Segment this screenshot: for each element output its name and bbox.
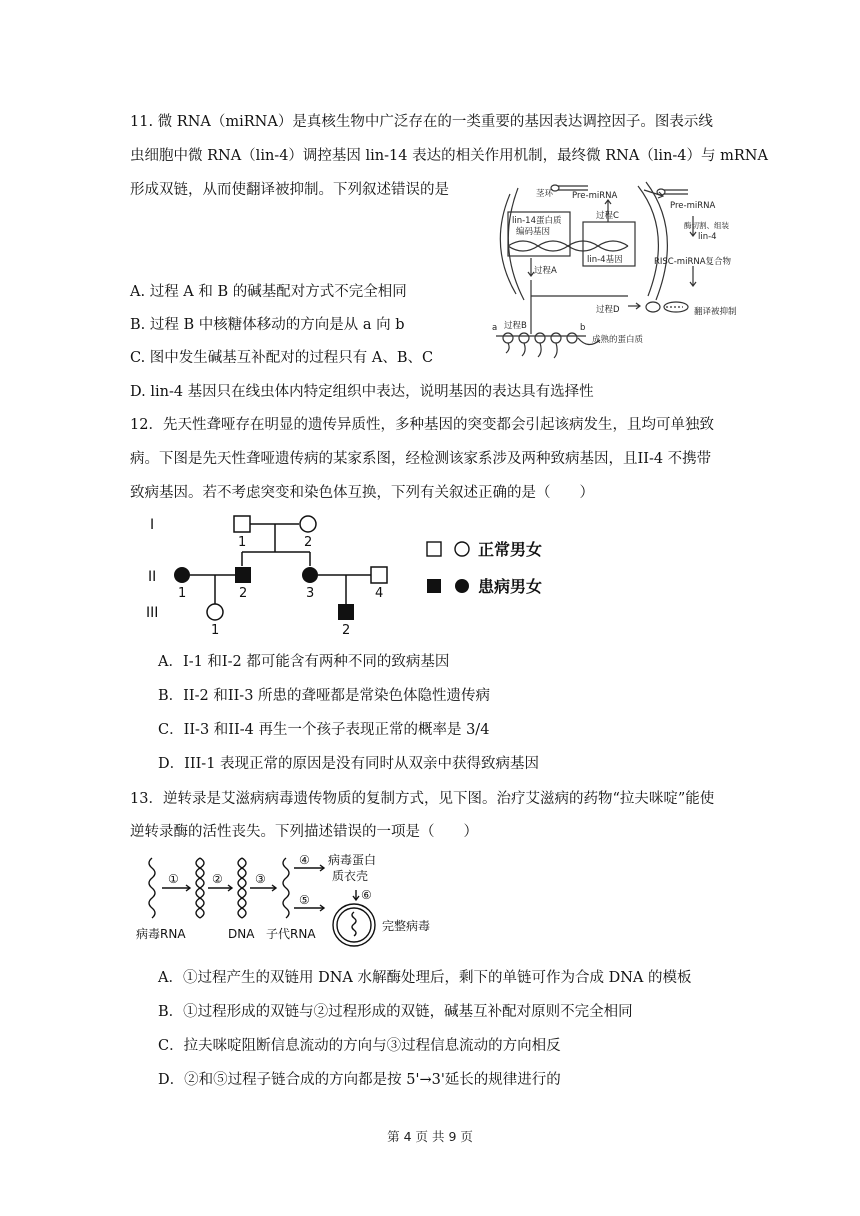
q13-option-b: B．①过程形成的双链与②过程形成的双链，碱基互补配对原则不完全相同 [158, 1004, 633, 1020]
q12-option-d: D．III-1 表现正常的原因是没有同时从双亲中获得致病基因 [158, 756, 540, 772]
pedigree-gen-iii: III [146, 605, 159, 621]
rt-dna-label: DNA [228, 927, 255, 941]
pedigree-ii2-label: 2 [239, 586, 248, 601]
fig-label-a: a [492, 323, 498, 333]
q11-option-b: B. 过程 B 中核糖体移动的方向是从 a 向 b [130, 317, 405, 333]
q13-stem-line2: 逆转录酶的活性丧失。下列描述错误的一项是（ ） [130, 824, 478, 840]
pedigree-iii1-label: 1 [211, 623, 220, 638]
pedigree-ii3-label: 3 [306, 586, 315, 601]
fig-process-c-label: 过程C [596, 211, 619, 221]
q11-stem-line3: 形成双链，从而使翻译被抑制。下列叙述错误的是 [130, 182, 449, 198]
q11-stem-line2: 虫细胞中微 RNA（lin-4）调控基因 lin-14 表达的相关作用机制，最终微 RNA（lin-4）与 mRNA [130, 148, 768, 164]
rt-complete-virus-label: 完整病毒 [382, 919, 431, 933]
legend-affected-label: 患病男女 [478, 577, 543, 596]
pedigree-i2-label: 2 [304, 535, 313, 550]
fig-lin4-label: lin-4 [698, 232, 717, 242]
q12-option-a: A．I-1 和I-2 都可能含有两种不同的致病基因 [158, 654, 450, 670]
fig-process-b-label: 过程B [504, 321, 527, 331]
rt-progeny-rna-label: 子代RNA [266, 927, 316, 941]
q12-option-b: B．II-2 和II-3 所患的聋哑都是常染色体隐性遗传病 [158, 688, 491, 704]
legend-normal-label: 正常男女 [478, 540, 543, 559]
fig-process-d-label: 过程D [596, 305, 620, 315]
rt-capsid-label1: 病毒蛋白 [328, 853, 377, 867]
pedigree-ii4-label: 4 [375, 586, 384, 601]
reverse-transcription-figure [130, 850, 450, 950]
q13-option-d: D．②和⑤过程子链合成的方向都是按 5'→3'延长的规律进行的 [158, 1072, 561, 1088]
q13-option-a: A．①过程产生的双链用 DNA 水解酶处理后，剩下的单链可作为合成 DNA 的模板 [158, 970, 692, 986]
fig-lin4-gene-label: lin-4基因 [587, 255, 623, 265]
pedigree-gen-i: I [150, 517, 155, 533]
page-footer: 第 4 页 共 9 页 [387, 1129, 473, 1144]
q12-stem-line2: 病。下图是先天性聋哑遗传病的某家系图，经检测该家系涉及两种致病基因，且II-4 不携带 [130, 451, 712, 467]
fig-lin14-gene-label2: 编码基因 [516, 227, 551, 237]
pedigree-gen-ii: II [148, 569, 157, 585]
rt-step4-label: ④ [299, 853, 310, 867]
fig-pre-mirna2-label: Pre-miRNA [670, 201, 716, 211]
pedigree-i1-label: 1 [238, 535, 247, 550]
fig-enzyme-label: 酶切割、组装 [684, 221, 729, 230]
pedigree-ii1-label: 1 [178, 586, 187, 601]
q13-stem-line1: 13．逆转录是艾滋病病毒遗传物质的复制方式，见下图。治疗艾滋病的药物“拉夫咪啶”能使 [130, 791, 715, 807]
q12-stem-line1: 12．先天性聋哑存在明显的遗传异质性，多种基因的突变都会引起该病发生，且均可单独致 [130, 417, 714, 433]
fig-stem-loop-label: 茎环 [536, 189, 554, 199]
fig-risc-label: RISC-miRNA复合物 [654, 257, 732, 267]
fig-mature-protein-label: 成熟的蛋白质 [592, 335, 644, 345]
q12-option-c: C．II-3 和II-4 再生一个孩子表现正常的概率是 3/4 [158, 722, 490, 738]
fig-label-b: b [580, 323, 586, 333]
fig-lin14-gene-label1: lin-14蛋白质 [512, 216, 562, 226]
pedigree-iii2-label: 2 [342, 623, 351, 638]
rt-capsid-label2: 质衣壳 [332, 869, 369, 883]
fig-translation-inhibited-label: 翻译被抑制 [694, 307, 737, 317]
fig-process-a-label: 过程A [534, 266, 557, 276]
q11-option-a: A. 过程 A 和 B 的碱基配对方式不完全相同 [130, 284, 407, 300]
rt-step6-label: ⑥ [361, 888, 372, 902]
rt-virus-rna-label: 病毒RNA [136, 927, 186, 941]
rt-step3-label: ③ [255, 872, 266, 886]
pedigree-chart [140, 508, 580, 643]
fig-pre-mirna-label: Pre-miRNA [572, 191, 618, 201]
q11-stem-line1: 11. 微 RNA（miRNA）是真核生物中广泛存在的一类重要的基因表达调控因子。图表示线 [130, 114, 713, 130]
q12-stem-line3: 致病基因。若不考虑突变和染色体互换，下列有关叙述正确的是（ ） [130, 485, 594, 501]
rt-step2-label: ② [212, 872, 223, 886]
mirna-mechanism-figure [488, 176, 778, 362]
rt-step5-label: ⑤ [299, 893, 310, 907]
q13-option-c: C．拉夫咪啶阻断信息流动的方向与③过程信息流动的方向相反 [158, 1038, 561, 1054]
q11-option-d: D. lin-4 基因只在线虫体内特定组织中表达，说明基因的表达具有选择性 [130, 384, 594, 400]
rt-step1-label: ① [168, 872, 179, 886]
q11-option-c: C. 图中发生碱基互补配对的过程只有 A、B、C [130, 350, 434, 366]
